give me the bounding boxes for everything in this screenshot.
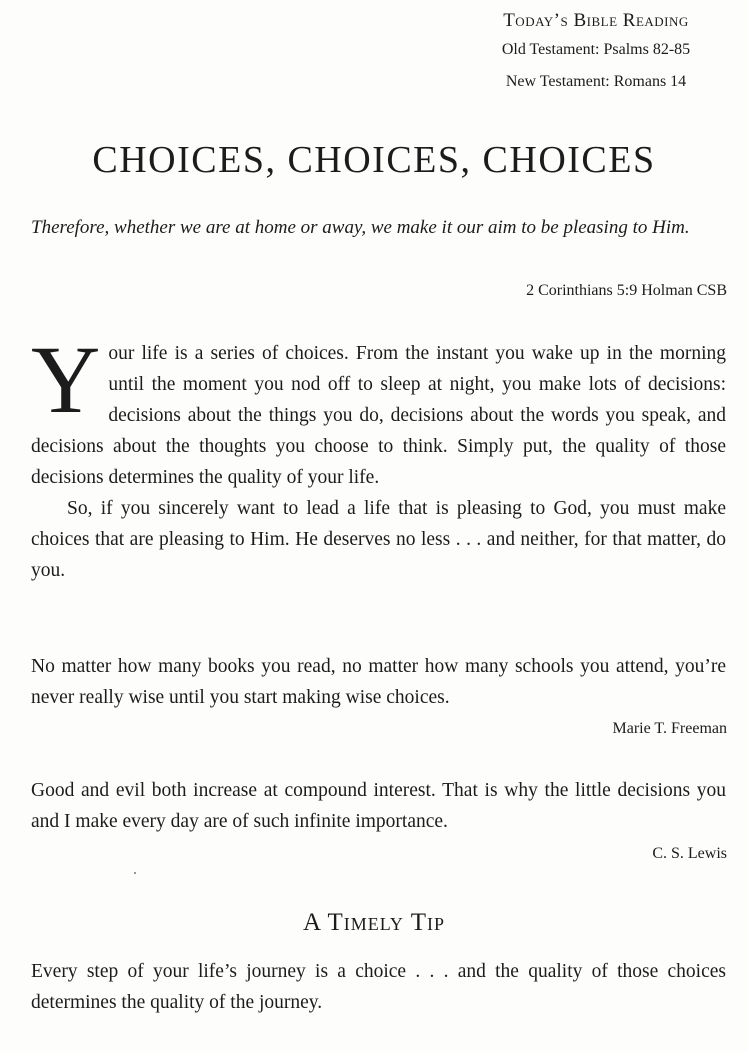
bible-reading-box [476, 8, 716, 98]
old-testament-reading: Old Testament: Psalms 82-85 [501, 41, 691, 58]
new-testament-reading: New Testament: Romans 14 [505, 73, 687, 90]
bible-reading-heading: Today’s Bible Reading [503, 10, 689, 31]
body-paragraph-1-text: our life is a series of choices. From the instant you wake up in the morning until the moment you nod off to sleep at night, you make lots of decisions: decisions about the things you do, decisions about the words you speak, and decisions about the thoughts you choose to think. Simply put, the quality of those decisions determines the quality of your life. [31, 343, 726, 488]
quote-1-text: No matter how many books you read, no matter how many schools you attend, you’re never really wise until you start making wise choices. [31, 656, 726, 708]
tip-heading: A Timely Tip [302, 909, 445, 936]
quote-2-author: C. S. Lewis [652, 845, 727, 862]
drop-cap: Y [31, 326, 101, 433]
page-title: CHOICES, CHOICES, CHOICES [92, 139, 656, 181]
devotional-body [31, 326, 726, 586]
paper-speck [134, 872, 136, 874]
scripture-verse: Therefore, whether we are at home or away, we make it our aim to be pleasing to Him. [31, 217, 690, 238]
body-paragraph-1 [31, 326, 726, 493]
tip-text: Every step of your life’s journey is a choice . . . and the quality of those choices determines the quality of the journey. [31, 961, 726, 1013]
scripture-reference: 2 Corinthians 5:9 Holman CSB [526, 282, 727, 299]
quote-2-text: Good and evil both increase at compound interest. That is why the little decisions you and I make every day are of such infinite importance. [31, 780, 726, 832]
body-paragraph-2: So, if you sincerely want to lead a life that is pleasing to God, you must make choices that are pleasing to Him. He deserves no less . . . and neither, for that matter, do you. [31, 498, 726, 581]
quote-1-author: Marie T. Freeman [612, 720, 727, 737]
